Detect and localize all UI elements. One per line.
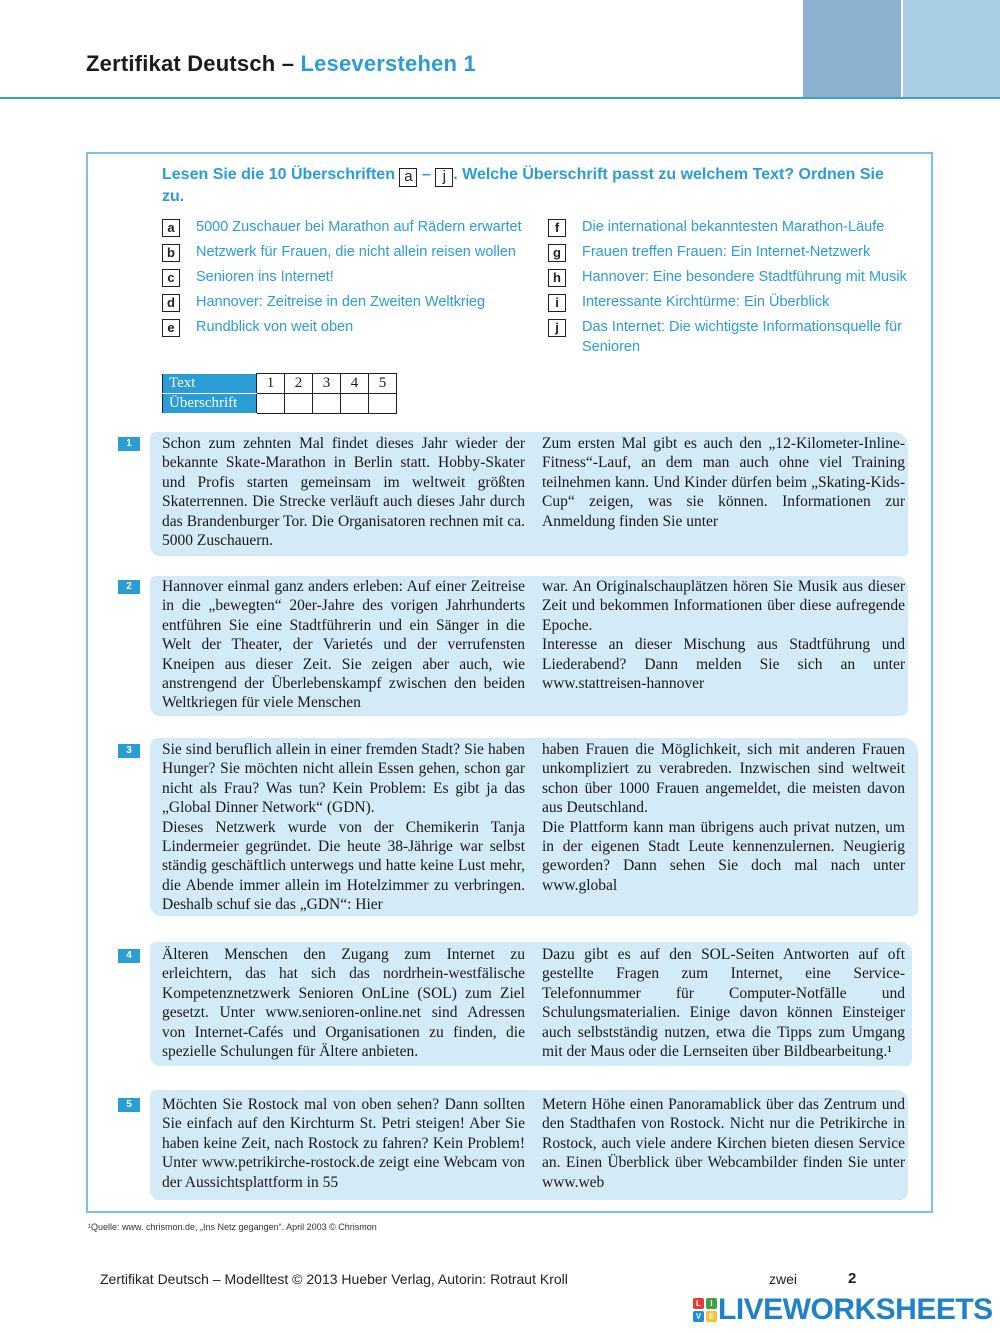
heading-text: Hannover: Eine besondere Stadtführung mit Musik: [582, 269, 907, 285]
heading-item-e: [162, 317, 547, 337]
footer-copyright: Zertifikat Deutsch – Modelltest © 2013 Hueber Verlag, Autorin: Rotraut Kroll: [100, 1271, 568, 1287]
heading-letter: f: [548, 219, 566, 237]
answer-cell-5[interactable]: [369, 394, 397, 414]
logo-tile-e: E: [706, 1311, 717, 1322]
heading-item-i: [548, 292, 933, 312]
answer-table-heading-label: Überschrift: [163, 394, 257, 414]
heading-letter: b: [162, 244, 180, 262]
answer-table-header-row: [163, 374, 397, 394]
answer-cell-4[interactable]: [341, 394, 369, 414]
heading-letter: c: [162, 269, 180, 287]
heading-letter: g: [548, 244, 566, 262]
answer-table-number: 4: [341, 374, 369, 394]
answer-cell-2[interactable]: [285, 394, 313, 414]
heading-text: Die international bekanntesten Marathon-Läufe: [582, 219, 885, 235]
text-4-left: [162, 945, 525, 1061]
page-title: [86, 51, 476, 77]
text-number-4: 4: [118, 949, 140, 963]
paragraph: Zum ersten Mal gibt es auch den „12-Kilometer-Inline-Fitness“-Lauf, an dem man auch ohne viel Training teilnehmen kann. Und Kinder dürfen beim „Skating-Kids-Cup“ zeigen, was sie können. Informationen zur Anmeldung finden Sie unter: [542, 435, 905, 530]
heading-letter: j: [548, 319, 566, 337]
paragraph: haben Frauen die Möglichkeit, sich mit anderen Frauen unkompliziert zu verabreden. Inzwischen sind weltweit schon über 1000 Frauen angemeldet, die meisten davon aus Deutschland.: [542, 741, 905, 817]
title-main: Zertifikat Deutsch –: [86, 51, 295, 76]
heading-text: Das Internet: Die wichtigste Informationsquelle für Senioren: [582, 319, 902, 355]
text-2-right: [542, 577, 905, 693]
paragraph: Die Plattform kann man übrigens auch privat nutzen, um in der eigenen Stadt Leute kennenzulernen. Neugierig geworden? Dann sehen Sie doch mal nach unter www.global: [542, 818, 905, 894]
paragraph: Dazu gibt es auf den SOL-Seiten Antworten auf oft gestellte Fragen zum Internet, eine Service-Telefonnummer für Computer-Notfälle und Schulungsmaterialien. Einige davon können Einsteiger auch selbstständig nutzen, etwa die Tipps zum Umgang mit der Maus oder die Lernseiten über Bildbearbeitung.¹: [542, 946, 905, 1061]
text-1-right: [542, 434, 905, 531]
text-number-3: 3: [118, 744, 140, 758]
instruction-part2: . Welche Überschrift passt zu welchem Text? Ordnen Sie zu.: [162, 166, 884, 205]
header-divider: [0, 97, 1000, 99]
paragraph: Metern Höhe einen Panoramablick über das Zentrum und den Stadthafen von Rostock. Nicht nur die Petrikirche in Rostock, auch viele andere Kirchen bieten diesen Service an. Einen Überblick über Webcambilder finden Sie unter www.web: [542, 1096, 905, 1191]
title-highlight: Leseverstehen 1: [300, 51, 476, 76]
heading-letter: h: [548, 269, 566, 287]
answer-cell-3[interactable]: [313, 394, 341, 414]
header-decor-block-light: [903, 0, 1000, 97]
liveworksheets-logo[interactable]: LIVEWORKSHEETS: [718, 1293, 993, 1326]
letter-box-from: a: [399, 168, 417, 187]
text-number-5: 5: [118, 1098, 140, 1112]
headings-left: [162, 217, 547, 342]
text-2-left: [162, 577, 525, 713]
heading-text: 5000 Zuschauer bei Marathon auf Rädern erwartet: [196, 219, 522, 235]
answer-table-number: 5: [369, 374, 397, 394]
heading-text: Hannover: Zeitreise in den Zweiten Weltkrieg: [196, 294, 486, 310]
source-note: ¹Quelle: www. chrismon.de, „Ins Netz gegangen“. April 2003 © Chrismon: [88, 1222, 377, 1232]
heading-letter: a: [162, 219, 180, 237]
text-5-right: [542, 1095, 905, 1192]
heading-item-j: [548, 317, 933, 357]
answer-table: [162, 373, 397, 414]
text-number-2: 2: [118, 580, 140, 594]
text-3-right: [542, 740, 905, 895]
heading-item-a: [162, 217, 547, 237]
heading-item-g: [548, 242, 933, 262]
heading-letter: e: [162, 319, 180, 337]
answer-table-number: 3: [313, 374, 341, 394]
heading-letter: i: [548, 294, 566, 312]
page-number: 2: [848, 1270, 857, 1287]
page-number-word: zwei: [769, 1271, 798, 1287]
heading-text: Frauen treffen Frauen: Ein Internet-Netzwerk: [582, 244, 871, 260]
paragraph: Dieses Netzwerk wurde von der Chemikerin Tanja Lindermeier gegründet. Die heute 38-Jährige war selbst ständig geschäftlich unterwegs und hatte keine Lust mehr, die Abende immer allein im Hotelzimmer zu verbringen. Deshalb schuf sie das „GDN“: Hier: [162, 818, 525, 914]
heading-text: Netzwerk für Frauen, die nicht allein reisen wollen: [196, 244, 516, 260]
heading-item-h: [548, 267, 933, 287]
logo-tile-i: I: [706, 1298, 717, 1309]
paragraph: Sie sind beruflich allein in einer fremden Stadt? Sie haben Hunger? Sie möchten nicht allein Essen gehen, schon gar nicht als Frau? Was tun? Kein Problem: Es gibt ja das „Global Dinner Network“ (GDN).: [162, 741, 525, 817]
text-5-left: [162, 1095, 525, 1192]
heading-letter: d: [162, 294, 180, 312]
text-3-left: [162, 740, 525, 915]
answer-table-text-label: Text: [163, 374, 257, 394]
paragraph: Hannover einmal ganz anders erleben: Auf einer Zeitreise in die „bewegten“ 20er-Jahre des vorigen Jahrhunderts entführen Sie eine Stadtführerin und ein Sänger in die Welt der Theater, der Varietés und der verrufensten Kneipen aus dieser Zeit. Sie zeigen aber auch, wie anstrengend der Überlebenskampf zwischen den beiden Weltkriegen für viele Menschen: [162, 578, 525, 712]
logo-tile-l: L: [693, 1298, 704, 1309]
logo-tile-v: V: [693, 1311, 704, 1322]
letter-box-to: j: [435, 168, 453, 187]
heading-text: Rundblick von weit oben: [196, 319, 354, 335]
paragraph: Älteren Menschen den Zugang zum Internet zu erleichtern, das hat sich das nordrhein-westfälische Kompetenznetzwerk Senioren OnLine (SOL) zum Ziel gesetzt. Unter www.senioren-online.net sind Adressen von Internet-Cafés und Organisationen zu finden, die spezielle Schulungen für Ältere anbieten.: [162, 946, 525, 1061]
heading-item-d: [162, 292, 547, 312]
instruction-dash: –: [421, 166, 431, 183]
headings-right: [548, 217, 933, 362]
liveworksheets-logo-icon: [693, 1298, 718, 1323]
text-4-right: [542, 945, 905, 1061]
answer-table-number: 2: [285, 374, 313, 394]
answer-table-number: 1: [257, 374, 285, 394]
paragraph: Interesse an dieser Mischung aus Stadtführung und Liederabend? Dann melden Sie sich an unter www.stattreisen-hannover: [542, 636, 905, 693]
text-1-left: [162, 434, 525, 550]
heading-text: Interessante Kirchtürme: Ein Überblick: [582, 294, 830, 310]
text-number-1: 1: [118, 437, 140, 451]
heading-item-c: [162, 267, 547, 287]
instruction-part1: Lesen Sie die 10 Überschriften: [162, 166, 395, 183]
answer-table-answer-row: [163, 394, 397, 414]
heading-item-f: [548, 217, 933, 237]
heading-text: Senioren ins Internet!: [196, 269, 334, 285]
paragraph: Möchten Sie Rostock mal von oben sehen? Dann sollten Sie einfach auf den Kirchturm St. Petri steigen! Aber Sie haben keine Zeit, nach Rostock zu fahren? Kein Problem! Unter www.petrikirche-rostock.de zeigt eine Webcam von der Aussichtsplattform in 55: [162, 1096, 525, 1191]
instruction: [162, 165, 902, 207]
paragraph: war. An Originalschauplätzen hören Sie Musik aus dieser Zeit und bekommen Informationen über diese aufregende Epoche.: [542, 578, 905, 634]
paragraph: Schon zum zehnten Mal findet dieses Jahr wieder der bekannte Skate-Marathon in Berlin statt. Hobby-Skater und Profis starten gemeinsam im weltweit größten Skaterrennen. Die Strecke verläuft auch dieses Jahr durch das Brandenburger Tor. Die Organisatoren rechnen mit ca. 5000 Zuschauern.: [162, 435, 525, 550]
heading-item-b: [162, 242, 547, 262]
header-decor-block-dark: [803, 0, 901, 97]
answer-cell-1[interactable]: [257, 394, 285, 414]
